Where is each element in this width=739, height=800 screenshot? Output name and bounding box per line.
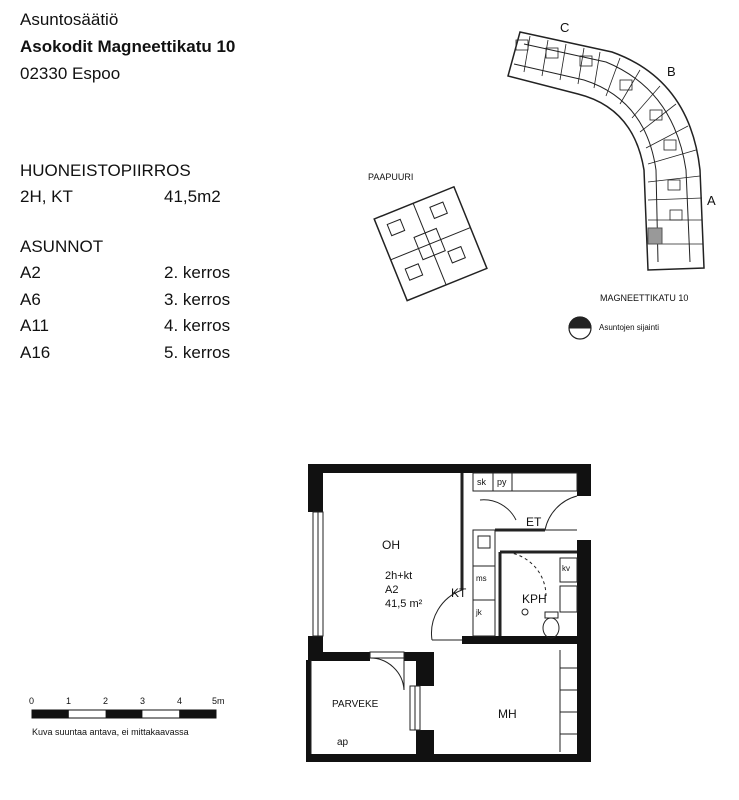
building-label-c: C: [560, 20, 570, 35]
apartment-floor: 2. kerros: [164, 263, 231, 282]
building-label-b: B: [667, 64, 676, 79]
apartment-id: A2: [20, 263, 41, 282]
scale-tick: 5m: [212, 696, 225, 706]
apartment-floor: 3. kerros: [164, 290, 231, 309]
scale-tick: 3: [140, 696, 146, 706]
fixture-label-ms: ms: [476, 574, 487, 583]
fixture-label-ap: ap: [337, 737, 349, 748]
room-label-oh: OH: [382, 538, 400, 552]
room-label-kph: KPH: [522, 592, 547, 606]
paapuuri-label: PAAPUURI: [368, 172, 414, 182]
scale-note: Kuva suuntaa antava, ei mittakaavassa: [32, 727, 189, 737]
apartment-floor: 4. kerros: [164, 316, 231, 335]
building-label-a: A: [707, 193, 716, 208]
scale-tick: 0: [29, 696, 35, 706]
fixture-label-kv: kv: [562, 564, 570, 573]
location-legend: Asuntojen sijainti: [599, 323, 660, 332]
apartment-type: 2H, KT: [20, 187, 73, 206]
scale-tick: 2: [103, 696, 109, 706]
fixture-label-jk: jk: [476, 608, 482, 617]
apartment-area: 41,5m2: [164, 187, 221, 206]
room-label-parveke: PARVEKE: [332, 699, 379, 710]
apartment-floor: 5. kerros: [164, 343, 231, 362]
scale-tick: 1: [66, 696, 72, 706]
address: 02330 Espoo: [20, 64, 121, 83]
fixture-label-py: py: [497, 477, 507, 487]
room-label-kt: KT: [451, 586, 467, 600]
apartments-title: ASUNNOT: [20, 237, 104, 256]
apt-type-label: 2h+kt: [385, 570, 413, 582]
plan-title: HUONEISTOPIIRROS: [20, 161, 191, 180]
building-name: Asokodit Magneettikatu 10: [20, 37, 236, 56]
apartment-id: A16: [20, 343, 51, 362]
scale-tick: 4: [177, 696, 183, 706]
apt-id-label: A2: [385, 584, 399, 596]
apartment-id: A11: [20, 316, 49, 335]
apt-area-label: 41,5 m²: [385, 598, 423, 610]
apartment-id: A6: [20, 290, 41, 309]
street-label: MAGNEETTIKATU 10: [600, 293, 689, 303]
room-label-et: ET: [526, 515, 542, 529]
room-label-mh: MH: [498, 707, 517, 721]
org-name: Asuntosäätiö: [20, 10, 119, 29]
fixture-label-sk: sk: [477, 477, 486, 487]
